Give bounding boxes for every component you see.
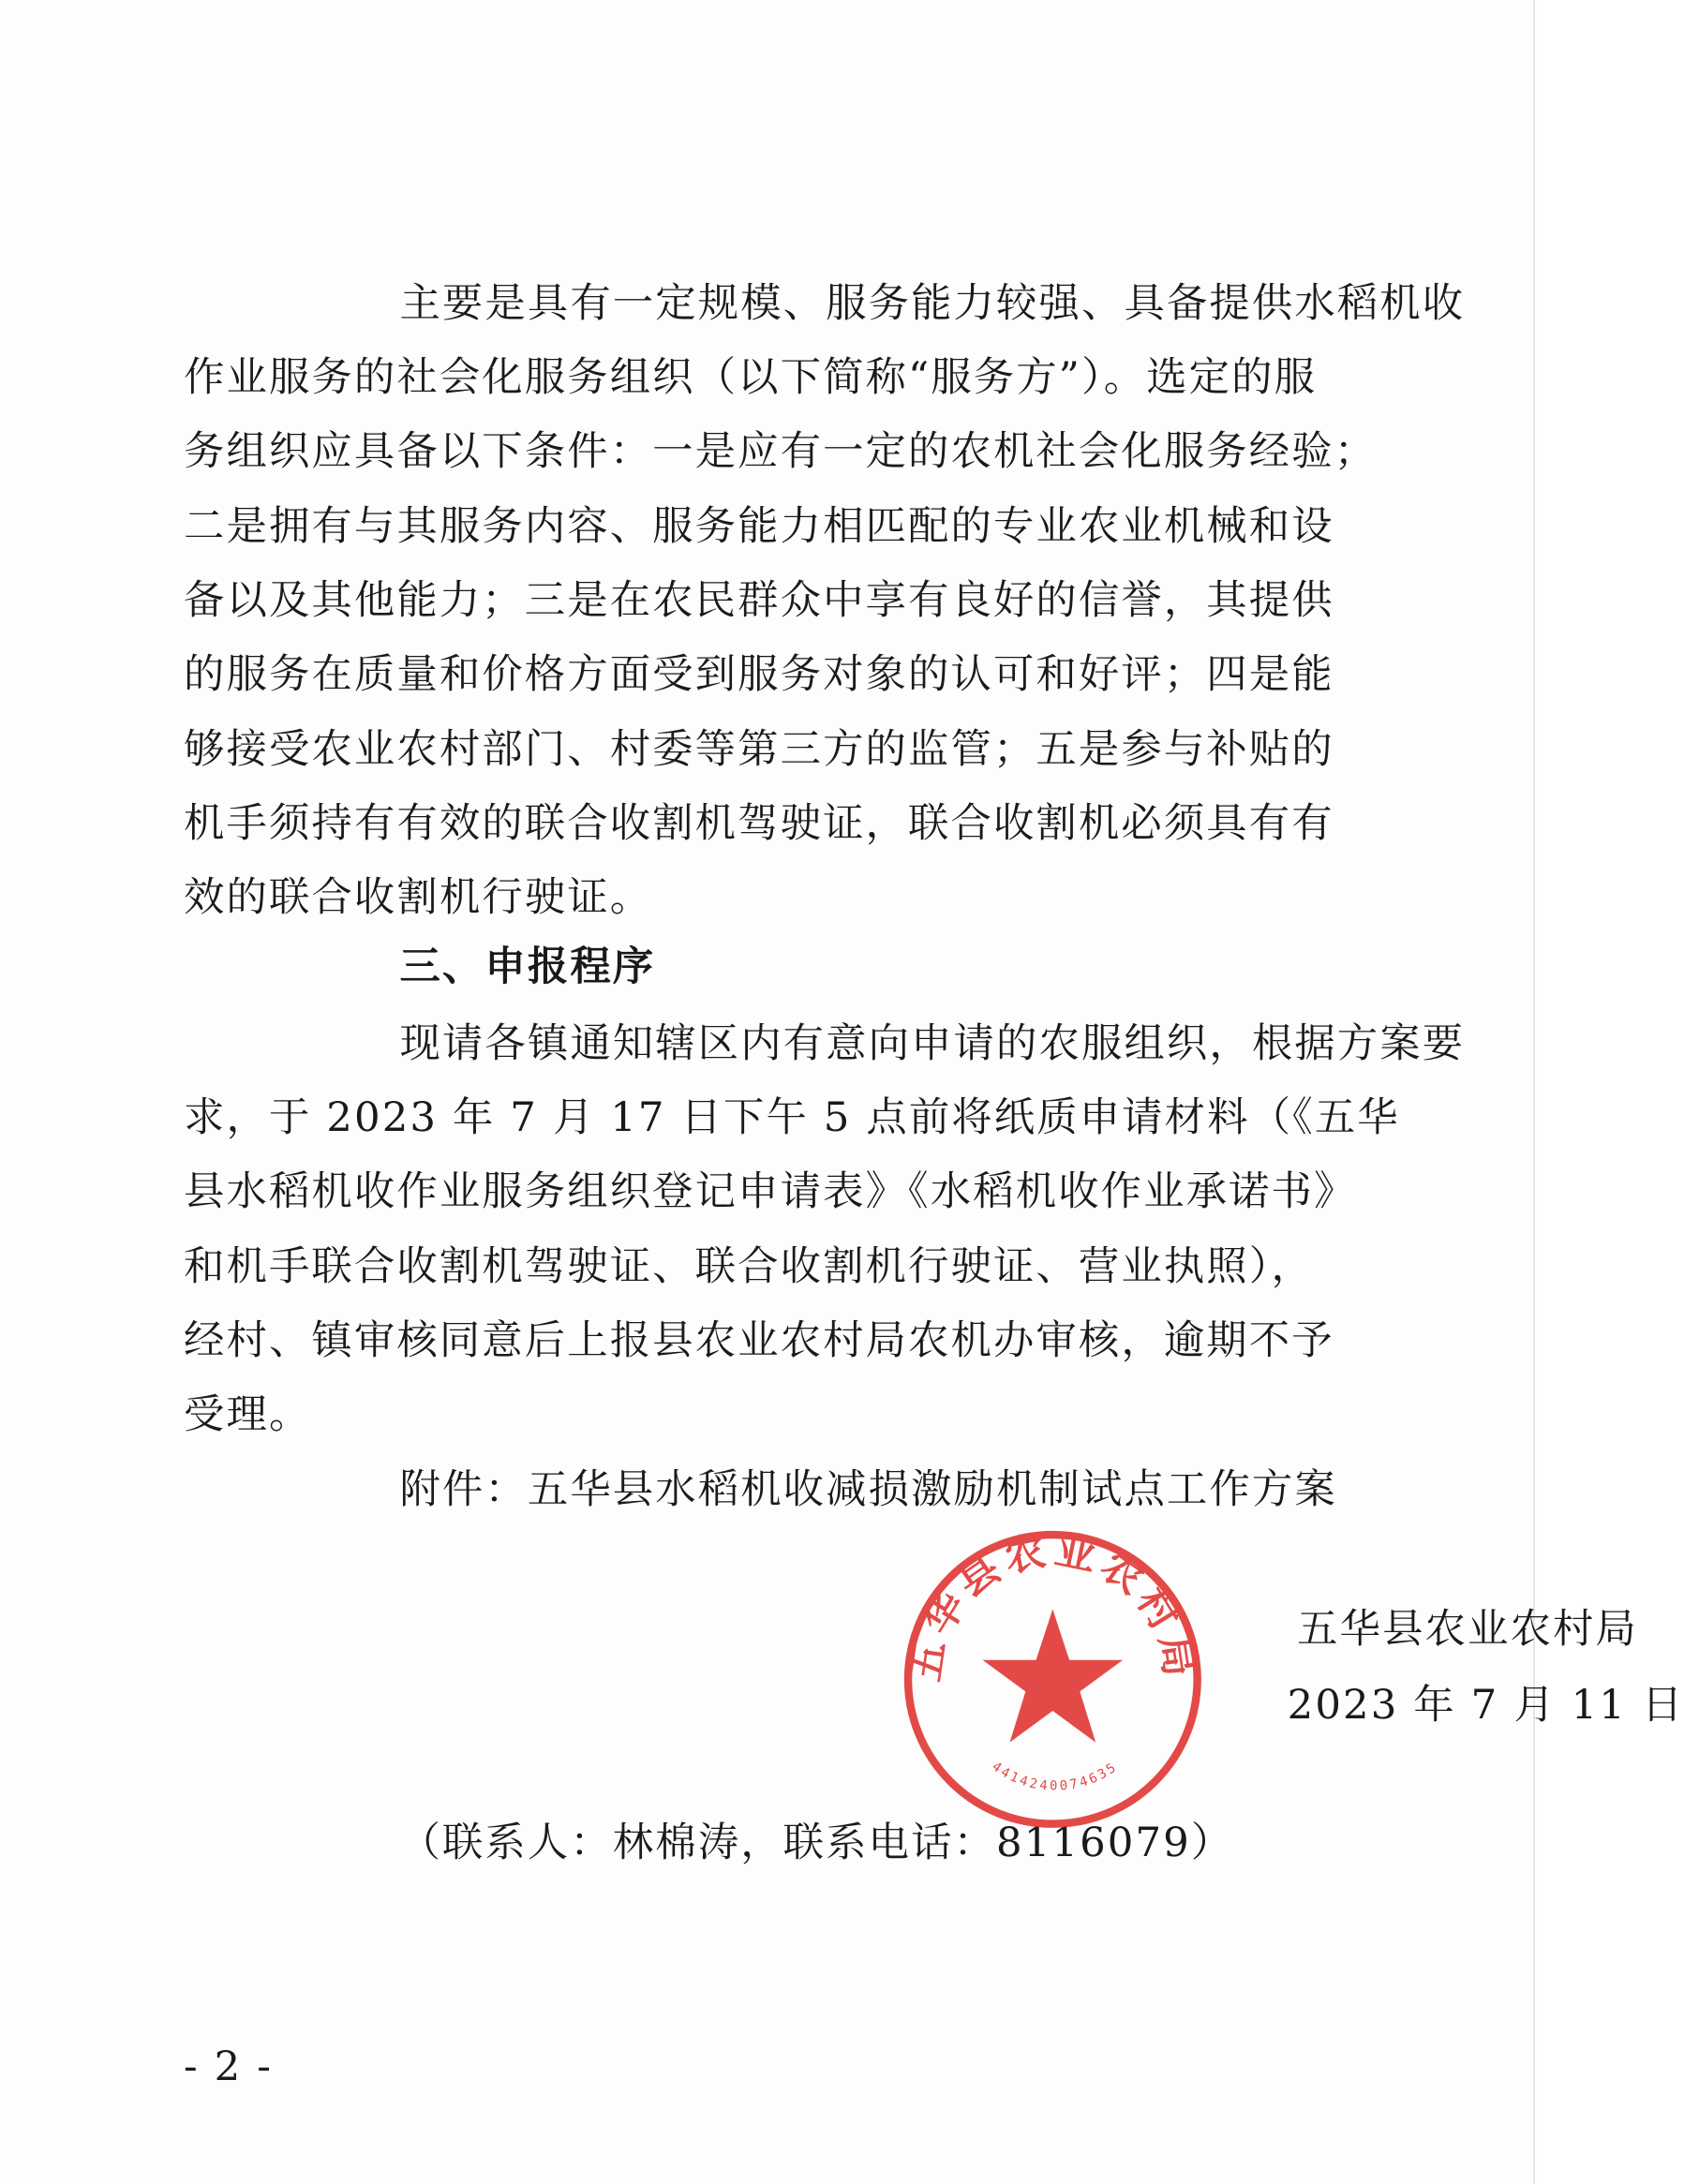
seal-org-text: 五华县农业农村局 (902, 1526, 1203, 1685)
scan-edge (1533, 0, 1535, 2184)
section-3-line-1: 现请各镇通知辖区内有意向申请的农服组织，根据方案要 (399, 1019, 1466, 1067)
paragraph-1-line-2: 作业服务的社会化服务组织（以下简称“服务方”）。选定的服 (184, 354, 1318, 402)
paragraph-1-line-5: 备以及其他能力；三是在农民群众中享有良好的信誉，其提供 (184, 577, 1334, 624)
paragraph-1-line-6: 的服务在质量和价格方面受到服务对象的认可和好评；四是能 (184, 651, 1334, 699)
paragraph-1-line-1: 主要是具有一定规模、服务能力较强、具备提供水稻机收 (399, 279, 1466, 327)
section-3-line-5: 经村、镇审核同意后上报县农业农村局农机办审核，逾期不予 (184, 1317, 1334, 1365)
paragraph-1-line-3: 务组织应具备以下条件：一是应有一定的农机社会化服务经验； (184, 428, 1378, 476)
section-3-line-6: 受理。 (184, 1391, 312, 1439)
contact-line: （联系人：林棉涛，联系电话：8116079） (399, 1819, 1234, 1866)
signature-org: 五华县农业农村局 (1297, 1606, 1638, 1654)
section-3-line-3: 县水稻机收作业服务组织登记申请表》《水稻机收作业承诺书》 (184, 1168, 1357, 1216)
attachment-line: 附件：五华县水稻机收减损激励机制试点工作方案 (399, 1465, 1337, 1513)
page-number: - 2 - (184, 2043, 273, 2091)
seal-code-text: 4414240074635 (989, 1759, 1121, 1794)
paragraph-1-line-8: 机手须持有有效的联合收割机驾驶证，联合收割机必须具有有 (184, 799, 1334, 847)
section-3-line-4: 和机手联合收割机驾驶证、联合收割机行驶证、营业执照）， (184, 1242, 1315, 1290)
seal-star-icon (982, 1609, 1123, 1742)
section-3-line-2: 求，于 2023 年 7 月 17 日下午 5 点前将纸质申请材料（《五华 (184, 1094, 1400, 1142)
paragraph-1-line-7: 够接受农业农村部门、村委等第三方的监管；五是参与补贴的 (184, 725, 1334, 773)
official-seal (895, 1522, 1211, 1837)
paragraph-1-line-4: 二是拥有与其服务内容、服务能力相匹配的专业农业机械和设 (184, 502, 1334, 550)
signature-date: 2023 年 7 月 11 日 (1287, 1682, 1684, 1730)
paragraph-1-line-9: 效的联合收割机行驶证。 (184, 874, 653, 922)
section-3-heading: 三、申报程序 (399, 943, 656, 990)
